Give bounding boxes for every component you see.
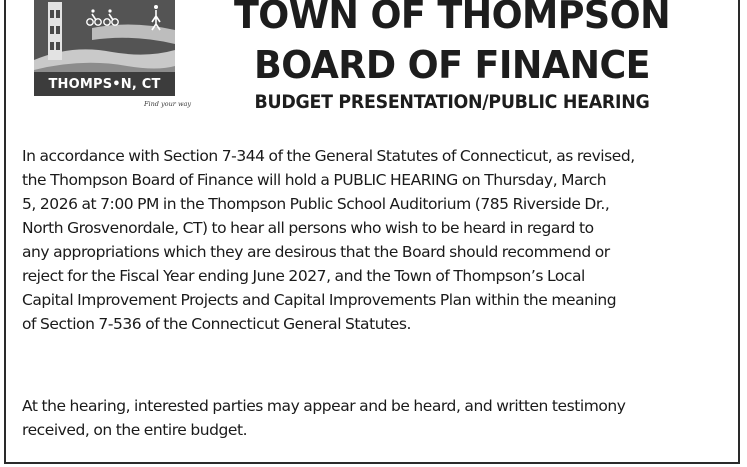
notice-line: any appropriations which they are desirous that the Board should recommend or <box>22 243 610 261</box>
notice-paragraph-1 <box>22 144 722 336</box>
notice-line: In accordance with Section 7-344 of the General Statutes of Connecticut, as revised, <box>22 147 635 165</box>
logo-town-name: THOMPS•N, CT <box>48 77 161 92</box>
notice-line: Capital Improvement Projects and Capital Improvements Plan within the meaning <box>22 291 617 309</box>
notice-line: reject for the Fiscal Year ending June 2027, and the Town of Thompson’s Local <box>22 267 585 285</box>
town-logo <box>32 0 192 110</box>
town-logo-graphic <box>32 0 177 110</box>
notice-line: North Grosvenordale, CT) to hear all persons who wish to be heard in regard to <box>22 219 594 237</box>
notice-line: 5, 2026 at 7:00 PM in the Thompson Public School Auditorium (785 Riverside Dr., <box>22 195 610 213</box>
notice-line: At the hearing, interested parties may appear and be heard, and written testimony <box>22 397 626 415</box>
logo-tagline: Find your way <box>144 100 192 108</box>
notice-paragraph-2 <box>22 394 722 442</box>
subtitle-hearing: BUDGET PRESENTATION/PUBLIC HEARING <box>254 92 650 113</box>
title-board: BOARD OF FINANCE <box>253 43 651 87</box>
notice-line: of Section 7-536 of the Connecticut General Statutes. <box>22 315 411 333</box>
title-town: TOWN OF THOMPSON <box>233 0 671 37</box>
notice-line: the Thompson Board of Finance will hold a PUBLIC HEARING on Thursday, March <box>22 171 607 189</box>
notice-line: received, on the entire budget. <box>22 421 248 439</box>
